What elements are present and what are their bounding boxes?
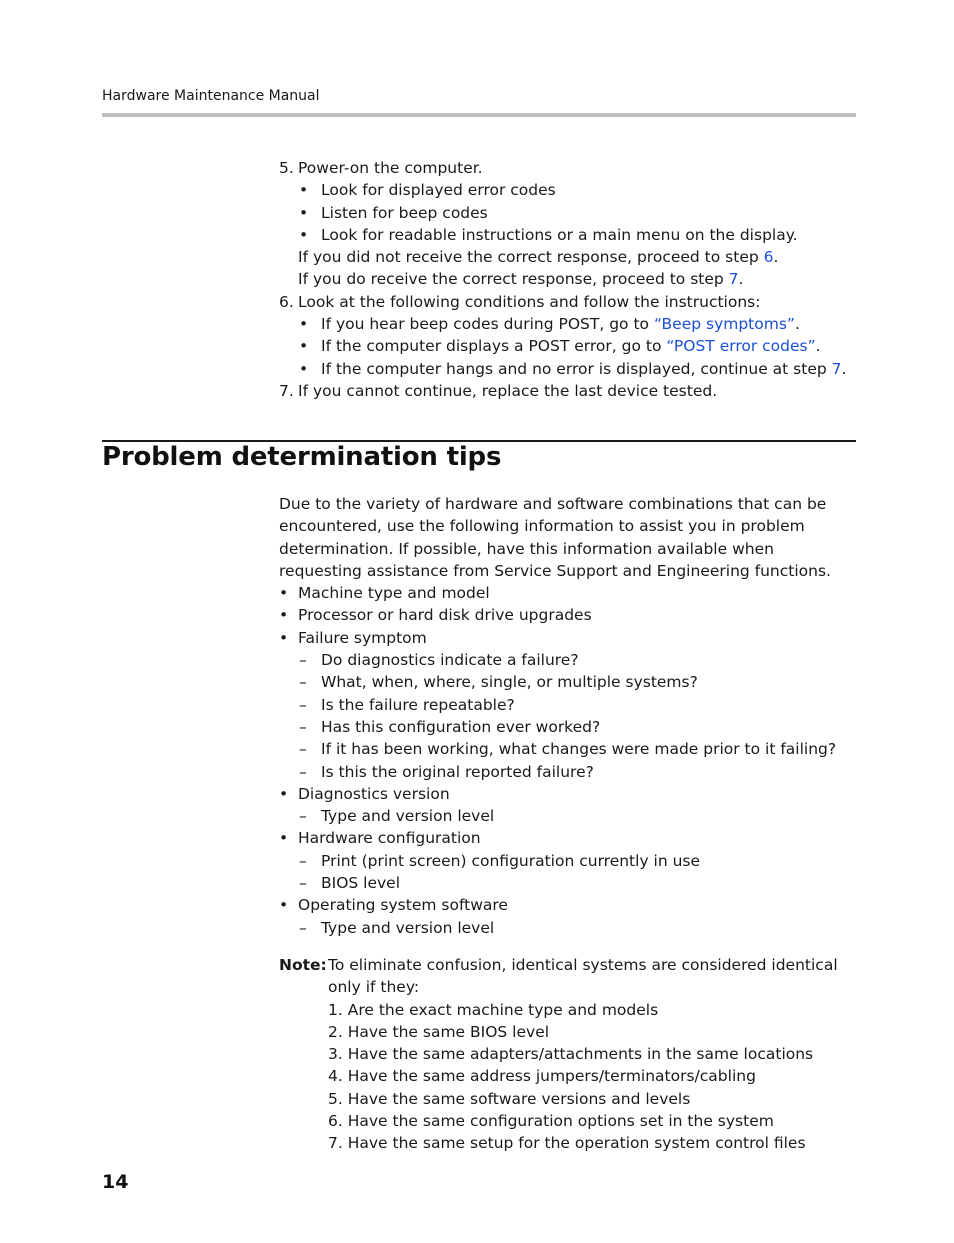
bullet: • [279, 784, 289, 803]
sub-list-item-text: Is the failure repeatable? [321, 695, 515, 714]
bullet: • [279, 829, 289, 848]
list-item-text: Listen for beep codes [321, 203, 488, 222]
list-item [279, 179, 859, 201]
link-beep-symptoms[interactable]: “Beep symptoms” [653, 315, 795, 334]
note-text: 6. Have the same configuration options set in the system [328, 1112, 774, 1131]
note-text: 7. Have the same setup for the operation system control files [328, 1134, 806, 1153]
step-text: Power-on the computer. [298, 159, 483, 177]
bullet: • [299, 225, 309, 244]
tips-content [279, 493, 859, 939]
intro-text: Due to the variety of hardware and software combinations that can be [279, 495, 827, 513]
sub-list-item [279, 671, 859, 693]
sub-list-item [279, 716, 859, 738]
sub-list-item-text: Type and version level [321, 918, 495, 937]
bullet: • [299, 359, 309, 378]
punctuation: . [794, 315, 800, 334]
note-text: 3. Have the same adapters/attachments in the same locations [328, 1045, 814, 1064]
bullet: • [279, 606, 289, 625]
note-line [279, 1132, 859, 1154]
list-item-text: Processor or hard disk drive upgrades [298, 606, 592, 625]
intro-text: encountered, use the following information to assist you in problem [279, 517, 805, 536]
dash: – [299, 918, 307, 937]
sub-list-item [279, 761, 859, 783]
link-post-error-codes[interactable]: “POST error codes” [666, 337, 816, 356]
sub-list-item [279, 917, 859, 939]
list-item-text: Failure symptom [298, 628, 427, 647]
note-block [279, 954, 859, 1155]
step-5 [279, 157, 859, 179]
result-text: If you do receive the correct response, proceed to step [298, 270, 729, 289]
procedure-steps [279, 157, 859, 402]
list-item-text: Operating system software [298, 896, 508, 915]
bullet: • [299, 337, 309, 356]
dash: – [299, 673, 307, 692]
sub-list-item [279, 694, 859, 716]
note-line [279, 954, 859, 976]
sub-list-item-text: If it has been working, what changes were made prior to it failing? [321, 740, 837, 759]
link-step-7[interactable]: 7 [831, 359, 842, 378]
note-line [279, 1065, 859, 1087]
section-title: Problem determination tips [102, 442, 502, 472]
dash: – [299, 807, 307, 826]
intro-text: requesting assistance from Service Support and Engineering functions. [279, 561, 831, 580]
punctuation: . [773, 248, 779, 267]
intro-line [279, 538, 859, 560]
punctuation: . [815, 337, 821, 356]
note-line [279, 976, 859, 998]
list-item [279, 358, 859, 380]
note-text: only if they: [328, 978, 420, 997]
note-text: 1. Are the exact machine type and models [328, 1000, 659, 1019]
sub-list-item-text: Print (print screen) configuration currently in use [321, 851, 701, 870]
sub-list-item-text: What, when, where, single, or multiple systems? [321, 673, 698, 692]
sub-list-item-text: Type and version level [321, 807, 495, 826]
sub-list-item-text: BIOS level [321, 874, 401, 893]
bullet: • [299, 315, 309, 334]
list-item [279, 783, 859, 805]
dash: – [299, 874, 307, 893]
step-7 [279, 380, 859, 402]
step-number: 5. [279, 159, 294, 177]
sub-list-item [279, 805, 859, 827]
list-item-text: Look for readable instructions or a main menu on the display. [321, 225, 798, 244]
list-item [279, 313, 859, 335]
list-item-text: If the computer hangs and no error is displayed, continue at step [321, 359, 832, 378]
list-item [279, 582, 859, 604]
result-text: If you did not receive the correct response, proceed to step [298, 248, 764, 267]
step-text: If you cannot continue, replace the last device tested. [298, 381, 718, 400]
note-line [279, 999, 859, 1021]
intro-text: determination. If possible, have this information available when [279, 539, 774, 558]
list-item [279, 604, 859, 626]
bullet: • [279, 628, 289, 647]
dash: – [299, 740, 307, 759]
list-item-text: If the computer displays a POST error, go to [321, 337, 667, 356]
list-item [279, 335, 859, 357]
list-item-text: Look for displayed error codes [321, 181, 556, 200]
dash: – [299, 851, 307, 870]
sub-list-item-text: Has this configuration ever worked? [321, 717, 601, 736]
list-item [279, 224, 859, 246]
list-item [279, 627, 859, 649]
note-label: Note: [279, 956, 327, 974]
punctuation: . [738, 270, 744, 289]
note-line [279, 1110, 859, 1132]
note-line [279, 1043, 859, 1065]
bullet: • [299, 203, 309, 222]
link-step-6[interactable]: 6 [763, 248, 774, 267]
dash: – [299, 762, 307, 781]
intro-line [279, 493, 859, 515]
header-rule [102, 113, 856, 117]
note-line [279, 1088, 859, 1110]
list-item-text: Diagnostics version [298, 784, 450, 803]
note-text: 4. Have the same address jumpers/terminators/cabling [328, 1067, 756, 1086]
step-6 [279, 291, 859, 313]
running-header: Hardware Maintenance Manual [102, 88, 320, 104]
list-item [279, 827, 859, 849]
list-item-text: If you hear beep codes during POST, go to [321, 315, 654, 334]
list-item-text: Hardware configuration [298, 829, 481, 848]
note-text: To eliminate confusion, identical systems are considered identical [328, 956, 838, 974]
note-line [279, 1021, 859, 1043]
list-item [279, 202, 859, 224]
bullet: • [299, 181, 309, 200]
list-item [279, 894, 859, 916]
list-item-text: Machine type and model [298, 584, 490, 603]
sub-list-item-text: Is this the original reported failure? [321, 762, 594, 781]
dash: – [299, 717, 307, 736]
intro-line [279, 560, 859, 582]
step-5-result-yes [279, 268, 859, 290]
sub-list-item [279, 738, 859, 760]
sub-list-item [279, 850, 859, 872]
step-number: 7. [279, 381, 294, 400]
dash: – [299, 651, 307, 670]
tips-list [279, 582, 859, 939]
step-text: Look at the following conditions and follow the instructions: [298, 292, 761, 311]
page-number: 14 [102, 1171, 129, 1193]
bullet: • [279, 584, 289, 603]
dash: – [299, 695, 307, 714]
step-5-result-no [279, 246, 859, 268]
sub-list-item [279, 649, 859, 671]
note-text: 5. Have the same software versions and levels [328, 1089, 691, 1108]
punctuation: . [841, 359, 847, 378]
intro-line [279, 515, 859, 537]
sub-list-item [279, 872, 859, 894]
link-step-7[interactable]: 7 [728, 270, 739, 289]
sub-list-item-text: Do diagnostics indicate a failure? [321, 651, 579, 670]
note-text: 2. Have the same BIOS level [328, 1022, 550, 1041]
bullet: • [279, 896, 289, 915]
step-number: 6. [279, 292, 294, 311]
